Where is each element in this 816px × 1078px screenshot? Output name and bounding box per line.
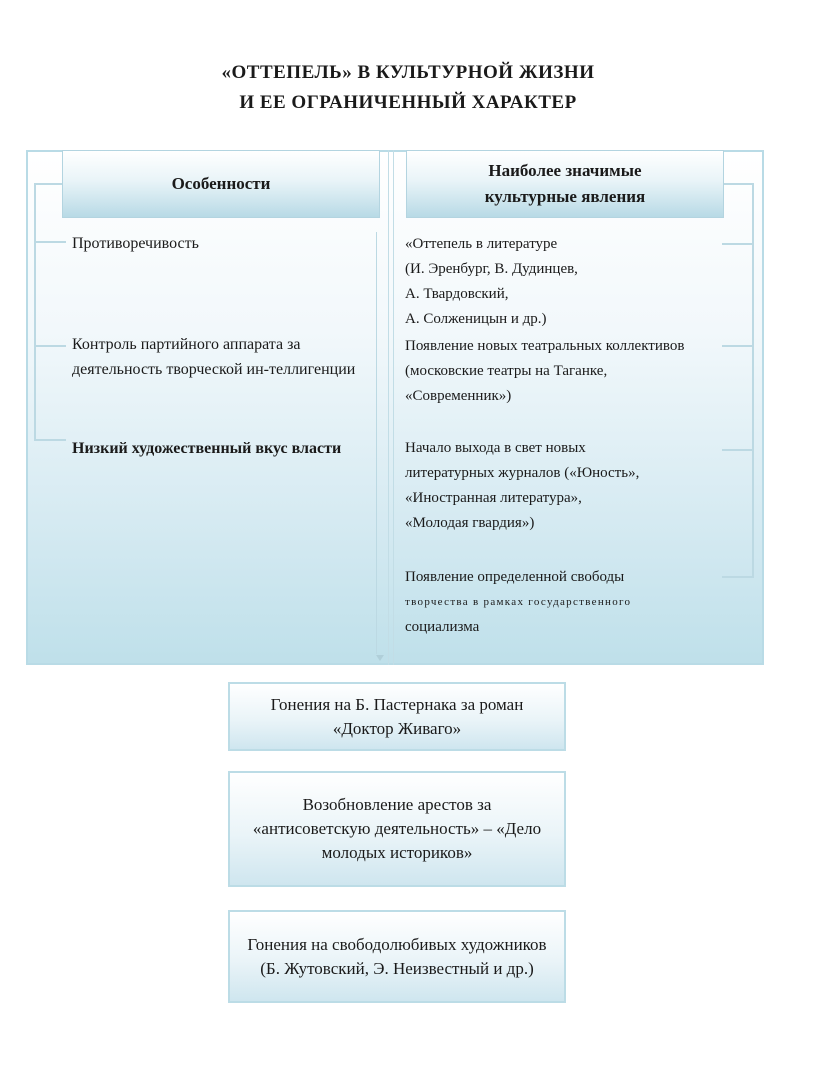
phenomenon-freedom-line3: социализма (405, 619, 480, 635)
feature-item-contradiction: Противоречивость (72, 235, 199, 252)
box-artists (228, 910, 566, 1003)
left-connector-vertical (34, 183, 36, 440)
box-pasternak (228, 682, 566, 751)
right-connector-tick (722, 449, 754, 451)
left-connector-tick (34, 183, 62, 185)
features-header-label: Особенности (171, 174, 271, 193)
phenomenon-item-literature (405, 232, 735, 332)
phenomenon-item-theatres: Появление новых театральных коллективов (московские театры на Таганке, «Современник») (405, 338, 685, 404)
box-pasternak-text: Гонения на Б. Пастернака за роман «Доктор Живаго» (270, 694, 524, 738)
feature-item-low-taste: Низкий художественный вкус власти (72, 440, 342, 457)
left-connector-tick (34, 241, 66, 243)
features-header (62, 150, 380, 218)
right-connector-tick (724, 183, 754, 185)
box-artists-text: Гонения на свободолюбивых художников (Б. Жутовский, Э. Неизвестный и др.) (247, 934, 547, 978)
phenomenon-item-journals: Начало выхода в свет новых литературных журналов («Юность», «Иностранная литература», «Молодая гвардия») (405, 440, 640, 531)
cultural-phenomena-header-line1: Наиболее значимые (488, 161, 642, 180)
feature-item-party-control: Контроль партийного аппарата за деятельность творческой ин-теллигенции (72, 336, 356, 378)
box-arrests-text: Возобновление арестов за «антисоветскую деятельность» – «Дело молодых историков» (252, 795, 542, 862)
phenomenon-freedom-line2: творчества в рамках государственного (405, 596, 632, 608)
left-connector-tick (34, 439, 66, 441)
phenomenon-literature-line4: А. Солженицын и др.) (405, 311, 547, 327)
diagram-title-line2: И ЕЕ ОГРАНИЧЕННЫЙ ХАРАКТЕР (239, 92, 577, 113)
right-connector-tick (722, 345, 754, 347)
diagram-title-line1: «ОТТЕПЕЛЬ» В КУЛЬТУРНОЙ ЖИЗНИ (221, 62, 595, 83)
box-arrests (228, 771, 566, 887)
down-arrow-icon (376, 655, 384, 661)
left-column-edge (376, 232, 377, 654)
phenomenon-literature-line1: «Оттепель в литературе (405, 236, 558, 252)
phenomenon-item-freedom (405, 565, 735, 640)
phenomenon-literature-line3: А. Твардовский, (405, 286, 509, 302)
left-connector-tick (34, 345, 66, 347)
column-divider (388, 150, 394, 665)
cultural-phenomena-header (406, 150, 724, 218)
phenomenon-freedom-line1: Появление определенной свободы (405, 569, 625, 585)
cultural-phenomena-header-line2: культурные явления (484, 187, 646, 206)
phenomenon-literature-line2: (И. Эренбург, В. Дудинцев, (405, 261, 578, 277)
